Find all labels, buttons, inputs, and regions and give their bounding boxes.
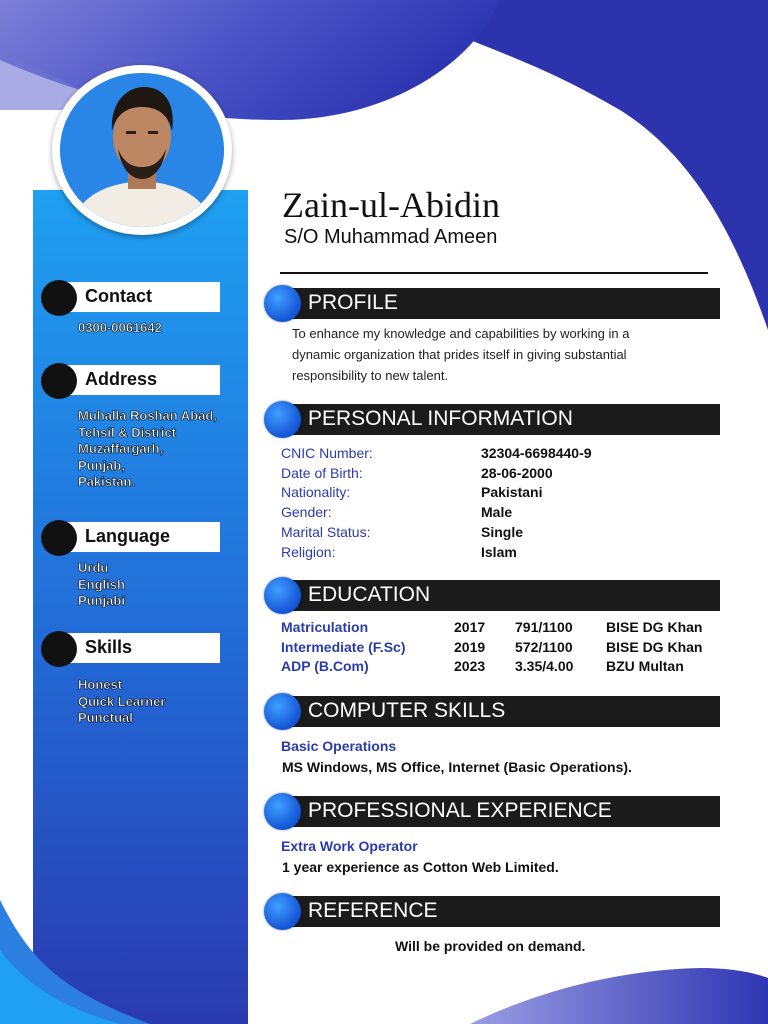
language-item: Punjabi <box>78 593 125 608</box>
personal-value: Islam <box>481 544 517 560</box>
profile-bullet <box>264 285 301 322</box>
profile-section-bar <box>290 288 720 319</box>
parent-name: S/O Muhammad Ameen <box>284 226 498 248</box>
skill-item: Honest <box>78 677 123 692</box>
education-degree: Intermediate (F.Sc) <box>281 639 406 655</box>
education-marks: 572/1100 <box>515 639 573 655</box>
personal-row <box>281 445 701 465</box>
computer-skills-title: Basic Operations <box>281 738 397 754</box>
reference-heading: REFERENCE <box>308 899 438 922</box>
address-bullet <box>41 363 77 399</box>
personal-value: 32304-6698440-9 <box>481 445 592 461</box>
computer-skills-text: MS Windows, MS Office, Internet (Basic Operations). <box>282 759 632 775</box>
language-item: Urdu <box>78 560 109 575</box>
profile-line: dynamic organization that prides itself in giving substantial <box>292 347 627 362</box>
education-degree: ADP (B.Com) <box>281 658 369 674</box>
skills-list <box>78 677 165 727</box>
personal-section-bar <box>290 404 720 435</box>
profile-line: responsibility to new talent. <box>292 368 449 383</box>
computer-skills-heading: COMPUTER SKILLS <box>308 699 506 722</box>
profile-line: To enhance my knowledge and capabilities by working in a <box>292 326 630 341</box>
language-heading-box <box>58 522 220 552</box>
education-marks: 791/1100 <box>515 619 573 635</box>
education-board: BISE DG Khan <box>606 619 703 635</box>
personal-row <box>281 484 701 504</box>
header-divider <box>280 272 708 274</box>
profile-heading: PROFILE <box>308 291 398 314</box>
personal-row <box>281 544 701 564</box>
address-line: Muhalla Roshan Abad, <box>78 408 217 423</box>
contact-phone[interactable]: 0300-0061642 <box>78 320 162 335</box>
skills-heading: Skills <box>85 637 133 657</box>
address-heading-box <box>58 365 220 395</box>
education-year: 2023 <box>454 658 486 674</box>
education-year: 2017 <box>454 619 486 635</box>
education-year: 2019 <box>454 639 486 655</box>
personal-row <box>281 504 701 524</box>
computer-skills-section-bar <box>290 696 720 727</box>
personal-label: Nationality: <box>281 484 351 500</box>
contact-bullet <box>41 280 77 316</box>
address-line: Pakistan. <box>78 474 136 489</box>
personal-row <box>281 465 701 485</box>
personal-label: Religion: <box>281 544 336 560</box>
skills-bullet <box>41 631 77 667</box>
personal-row <box>281 524 701 544</box>
personal-heading: PERSONAL INFORMATION <box>308 407 573 430</box>
experience-heading: PROFESSIONAL EXPERIENCE <box>308 799 612 822</box>
address-line: Muzaffargarh, <box>78 441 164 456</box>
personal-value: Male <box>481 504 513 520</box>
education-row <box>281 658 721 678</box>
profile-text <box>292 323 692 386</box>
education-row <box>281 639 721 659</box>
experience-section-bar <box>290 796 720 827</box>
language-item: English <box>78 576 125 592</box>
education-board: BZU Multan <box>606 658 684 674</box>
address-line: Punjab, <box>78 457 125 473</box>
computer-skills-bullet <box>264 693 301 730</box>
skill-item: Punctual <box>78 710 133 725</box>
reference-text: Will be provided on demand. <box>395 938 586 954</box>
candidate-name: Zain-ul-Abidin <box>282 185 500 225</box>
experience-title: Extra Work Operator <box>281 838 418 854</box>
language-list <box>78 560 125 610</box>
personal-value: Single <box>481 524 524 540</box>
personal-label: CNIC Number: <box>281 445 373 461</box>
language-bullet <box>41 520 77 556</box>
personal-value: 28-06-2000 <box>481 465 553 481</box>
profile-photo <box>60 73 224 227</box>
skill-item: Quick Learner <box>78 693 166 709</box>
personal-label: Date of Birth: <box>281 465 363 481</box>
contact-heading-box <box>58 282 220 312</box>
experience-text: 1 year experience as Cotton Web Limited. <box>282 859 559 875</box>
personal-label: Marital Status: <box>281 524 371 540</box>
education-degree: Matriculation <box>281 619 369 635</box>
education-board: BISE DG Khan <box>606 639 703 655</box>
skills-heading-box <box>58 633 220 663</box>
language-heading: Language <box>85 526 171 546</box>
address-heading: Address <box>85 369 158 389</box>
address-block <box>78 408 217 491</box>
reference-section-bar <box>290 896 720 927</box>
personal-bullet <box>264 401 301 438</box>
education-section-bar <box>290 580 720 611</box>
contact-heading: Contact <box>85 286 152 306</box>
personal-label: Gender: <box>281 504 332 520</box>
education-row <box>281 619 721 639</box>
reference-bullet <box>264 893 301 930</box>
education-bullet <box>264 577 301 614</box>
education-heading: EDUCATION <box>308 583 431 606</box>
personal-value: Pakistani <box>481 484 543 500</box>
education-marks: 3.35/4.00 <box>515 658 574 674</box>
experience-bullet <box>264 793 301 830</box>
address-line: Tehsil & District <box>78 424 177 440</box>
